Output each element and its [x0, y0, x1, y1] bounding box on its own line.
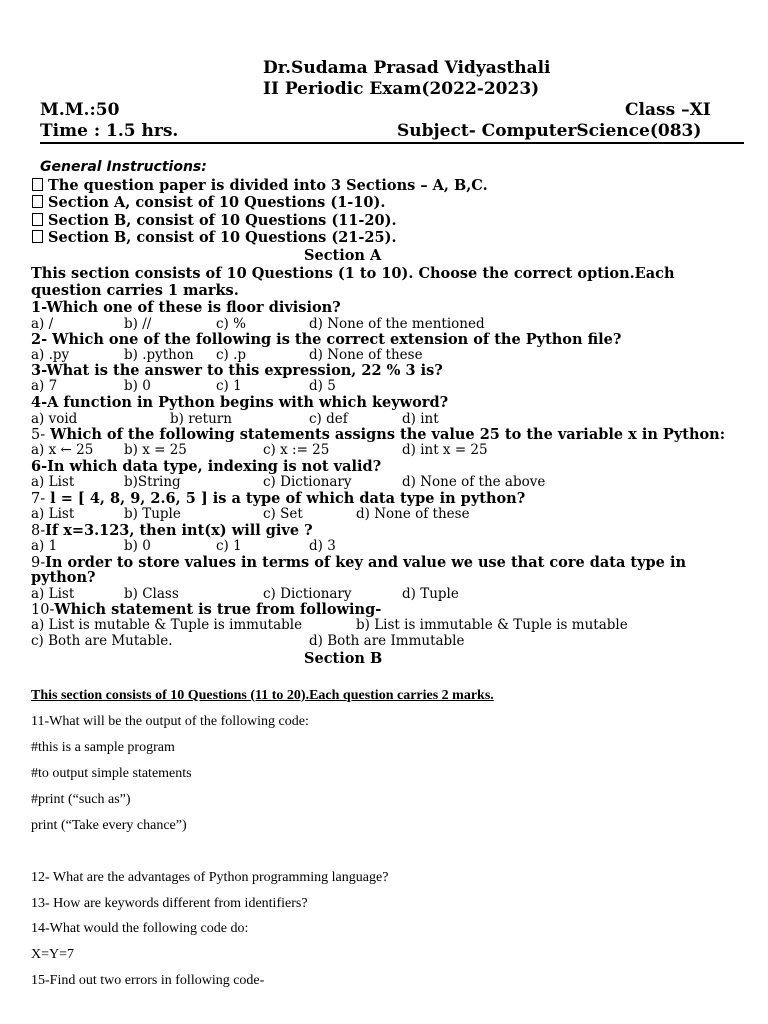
max-marks: M.M.:50 [40, 100, 120, 120]
option-d: d) None of the above [402, 474, 546, 490]
code-line: print (“Take every chance”) [31, 818, 187, 833]
option-c: c) def [309, 411, 348, 427]
question-5: 5- Which of the following statements assigns the value 25 to the variable x in Python: [31, 426, 726, 443]
question-7: 7- l = [ 4, 8, 9, 2.6, 5 ] is a type of which data type in python? [31, 490, 526, 507]
question-12: 12- What are the advantages of Python programming language? [31, 870, 389, 885]
section-a-intro: question carries 1 marks. [31, 282, 239, 299]
option-d: d) 3 [309, 538, 336, 554]
option-d: d) int [402, 411, 439, 427]
question-4: 4-A function in Python begins with which keyword? [31, 394, 449, 411]
option-a: a) x ← 25 [31, 442, 94, 458]
option-d: d) int x = 25 [402, 442, 488, 458]
option-a: a) void [31, 411, 78, 427]
section-b-intro: This section consists of 10 Questions (11 to 20).Each question carries 2 marks. [31, 688, 494, 703]
option-b: b) 0 [124, 538, 151, 554]
option-b: b) Tuple [124, 506, 181, 522]
option-b: b) x = 25 [124, 442, 187, 458]
checkbox-icon [32, 213, 43, 226]
option-a: a) 1 [31, 538, 58, 554]
checkbox-icon [32, 178, 43, 191]
instruction-item: The question paper is divided into 3 Sections – A, B,C. [32, 177, 488, 194]
option-a: a) 7 [31, 378, 58, 394]
option-d: d) 5 [309, 378, 336, 394]
school-name: Dr.Sudama Prasad Vidyasthali [263, 58, 551, 78]
question-14: 14-What would the following code do: [31, 921, 249, 936]
option-b: b) // [124, 316, 152, 332]
exam-title: II Periodic Exam(2022-2023) [263, 79, 540, 99]
option-a: a) List is mutable & Tuple is immutable [31, 617, 303, 633]
option-a: a) List [31, 506, 75, 522]
option-d: d) None of these [309, 347, 423, 363]
instruction-item: Section A, consist of 10 Questions (1-10). [32, 194, 385, 211]
code-line: #this is a sample program [31, 740, 175, 755]
header-divider [40, 142, 744, 144]
option-b: b) Class [124, 586, 179, 602]
subject-label: Subject- ComputerScience(083) [397, 121, 702, 141]
option-c: c) % [216, 316, 246, 332]
code-line: X=Y=7 [31, 947, 75, 962]
option-d: d) Tuple [402, 586, 459, 602]
time-label: Time : 1.5 hrs. [40, 121, 179, 141]
checkbox-icon [32, 230, 43, 243]
option-c: c) Dictionary [263, 474, 352, 490]
option-a: a) .py [31, 347, 70, 363]
question-15: 15-Find out two errors in following code- [31, 973, 265, 988]
question-3: 3-What is the answer to this expression, 22 % 3 is? [31, 362, 443, 379]
option-a: a) List [31, 586, 75, 602]
option-b: b) .python [124, 347, 194, 363]
section-a-title: Section A [304, 247, 382, 264]
question-9-continued: python? [31, 569, 96, 586]
class-label: Class –XI [625, 100, 711, 120]
option-c: c) Set [263, 506, 303, 522]
question-2: 2- Which one of the following is the correct extension of the Python file? [31, 331, 622, 348]
option-d: d) Both are Immutable [309, 633, 465, 649]
option-b: b)String [124, 474, 181, 490]
option-c: c) 1 [216, 378, 242, 394]
instructions-title: General Instructions: [40, 159, 207, 175]
option-c: c) Dictionary [263, 586, 352, 602]
question-1: 1-Which one of these is floor division? [31, 299, 341, 316]
option-c: c) .p [216, 347, 247, 363]
instruction-item: Section B, consist of 10 Questions (21-25). [32, 229, 397, 246]
option-d: d) None of these [356, 506, 470, 522]
option-b: b) return [170, 411, 232, 427]
code-line: #to output simple statements [31, 766, 192, 781]
question-9: 9-In order to store values in terms of key and value we use that core data type in [31, 554, 687, 571]
section-a-intro: This section consists of 10 Questions (1 to 10). Choose the correct option.Each [31, 265, 675, 282]
option-c: c) x := 25 [263, 442, 330, 458]
option-c: c) Both are Mutable. [31, 633, 173, 649]
option-b: b) List is immutable & Tuple is mutable [356, 617, 628, 633]
option-a: a) List [31, 474, 75, 490]
question-6: 6-In which data type, indexing is not valid? [31, 458, 382, 475]
question-8: 8-If x=3.123, then int(x) will give ? [31, 522, 313, 539]
option-c: c) 1 [216, 538, 242, 554]
question-13: 13- How are keywords different from identifiers? [31, 896, 308, 911]
question-10: 10-Which statement is true from following- [31, 601, 382, 618]
checkbox-icon [32, 195, 43, 208]
instruction-item: Section B, consist of 10 Questions (11-20). [32, 212, 397, 229]
option-d: d) None of the mentioned [309, 316, 485, 332]
option-a: a) / [31, 316, 54, 332]
code-line: #print (“such as”) [31, 792, 131, 807]
section-b-title: Section B [304, 650, 383, 667]
option-b: b) 0 [124, 378, 151, 394]
question-11: 11-What will be the output of the following code: [31, 714, 309, 729]
